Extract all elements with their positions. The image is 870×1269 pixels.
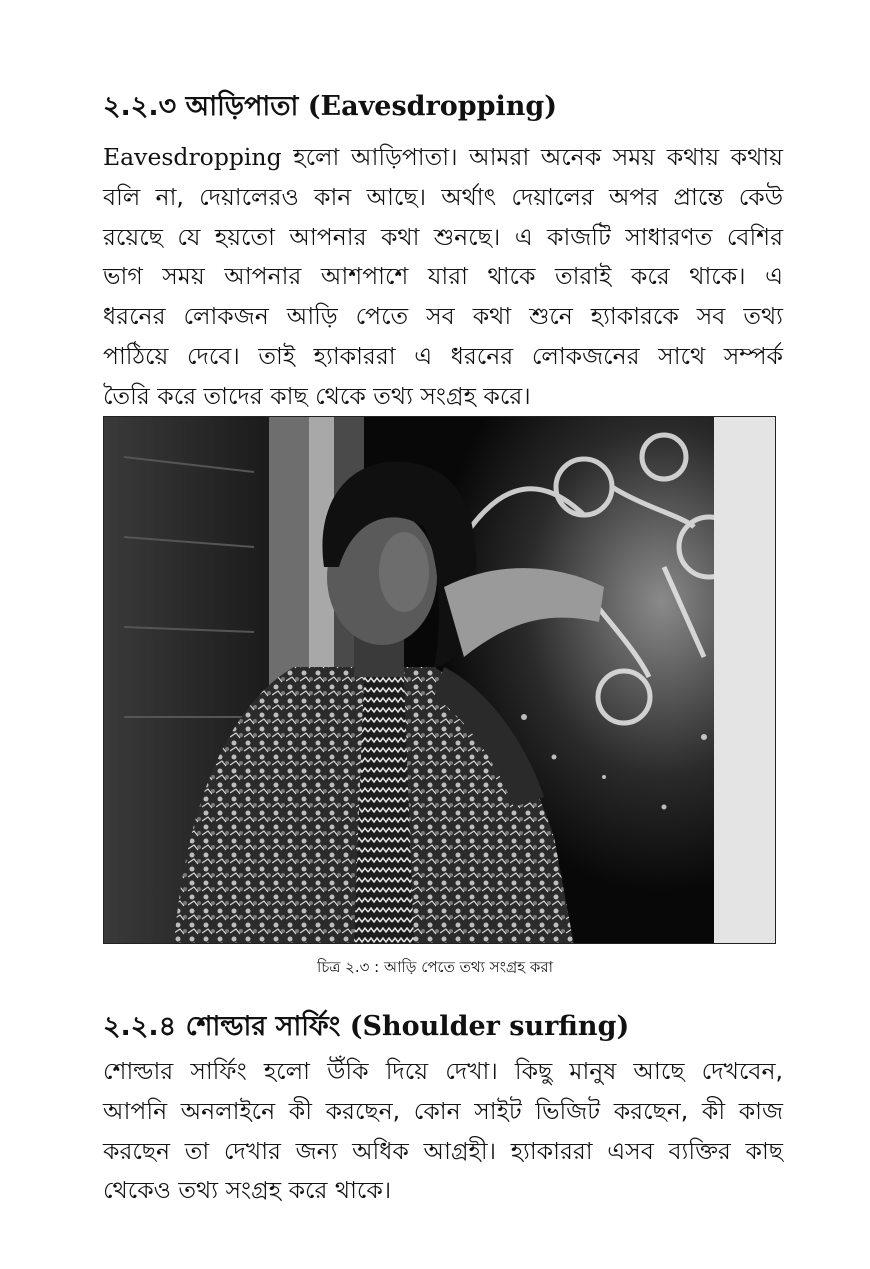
section-224-paragraph <box>103 1052 783 1211</box>
paragraph-line: রয়েছে যে হয়তো আপনার কথা শুনছে। এ কাজটি সাধারণত বেশির <box>103 222 783 251</box>
section-224-title-bn: শোল্ডার সার্ফিং <box>185 1011 341 1042</box>
figure-photo <box>103 416 776 944</box>
paragraph-line: তৈরি করে তাদের কাছ থেকে তথ্য সংগ্রহ করে। <box>103 381 531 410</box>
paragraph-line: আপনি অনলাইনে কী করছেন, কোন সাইট ভিজিট করছেন, কী কাজ <box>103 1096 783 1125</box>
figure-caption: চিত্র ২.৩ : আড়ি পেতে তথ্য সংগ্রহ করা <box>316 958 554 976</box>
section-223-title-bn: আড়িপাতা <box>185 91 299 122</box>
paragraph-line: ধরনের লোকজন আড়ি পেতে সব কথা শুনে হ্যাকারকে সব তথ্য <box>103 302 783 331</box>
paragraph-line: পাঠিয়ে দেবে। তাই হ্যাকাররা এ ধরনের লোকজনের সাথে সম্পর্ক <box>103 341 783 370</box>
section-223-paragraph <box>103 138 783 417</box>
eavesdropping-photo <box>104 417 776 944</box>
english-term: Eavesdropping <box>103 143 282 171</box>
section-224-heading <box>103 1010 803 1044</box>
paragraph-line: Eavesdropping হলো আড়িপাতা। আমরা অনেক সময় কথায় কথায় <box>103 143 783 171</box>
section-223-heading <box>103 90 803 124</box>
section-223-number: ২.২.৩ <box>103 91 177 122</box>
section-224-number: ২.২.৪ <box>103 1011 177 1042</box>
section-224-title-en: (Shoulder surfing) <box>349 1011 630 1042</box>
section-223-title-en: (Eavesdropping) <box>307 91 558 122</box>
paragraph-line: বলি না, দেয়ালেরও কান আছে। অর্থাৎ দেয়ালের অপর প্রান্তে কেউ <box>103 182 783 211</box>
paragraph-line: ভাগ সময় আপনার আশপাশে যারা থাকে তারাই করে থাকে। এ <box>103 262 783 291</box>
paragraph-line: করছেন তা দেখার জন্য অধিক আগ্রহী। হ্যাকাররা এসব ব্যক্তির কাছ <box>103 1136 783 1165</box>
paragraph-line: থেকেও তথ্য সংগ্রহ করে থাকে। <box>103 1176 392 1205</box>
paragraph-line: শোল্ডার সার্ফিং হলো উঁকি দিয়ে দেখা। কিছু মানুষ আছে দেখবেন, <box>103 1057 783 1085</box>
